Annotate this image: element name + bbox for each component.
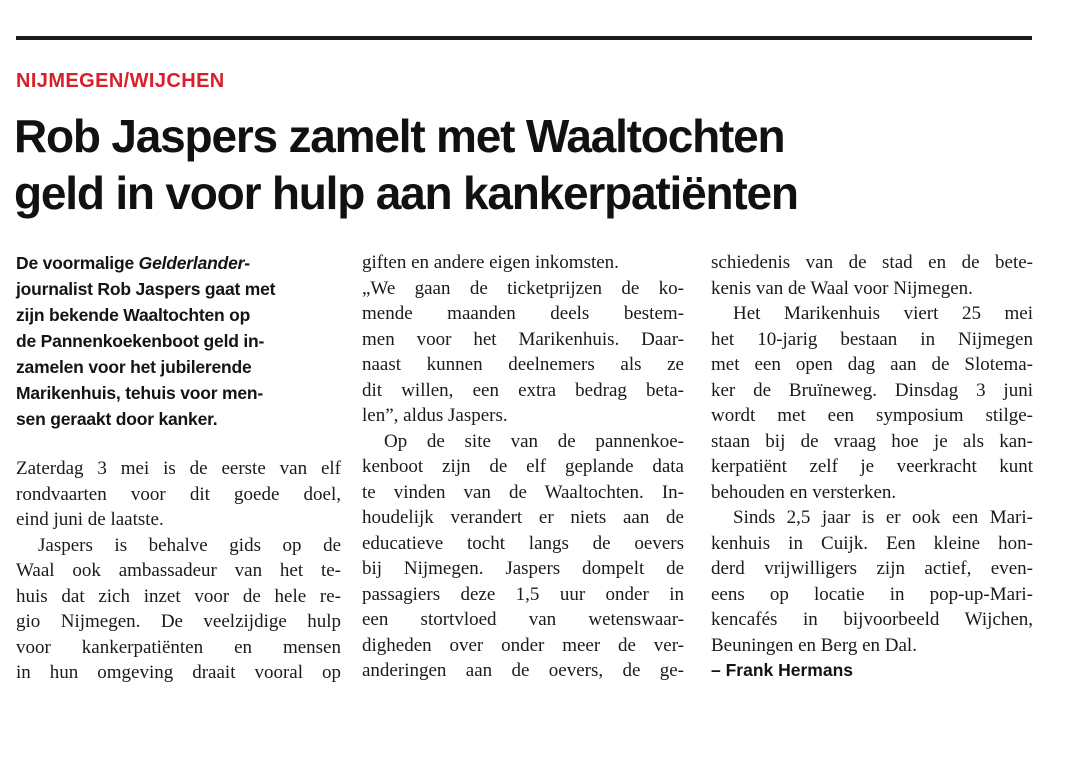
text-column-3 <box>711 250 1033 683</box>
body-line: Zaterdag 3 mei is de eerste van elf <box>16 458 341 479</box>
body-line: kenboot zijn de elf geplande data <box>362 456 684 477</box>
body-line: staan bij de vraag hoe je als kan- <box>711 430 1033 452</box>
body-line: wordt met een symposium stilge- <box>711 405 1033 426</box>
intro-line: Marikenhuis, tehuis voor men- <box>16 383 264 403</box>
top-rule <box>16 36 1032 40</box>
text-column-2 <box>362 250 684 684</box>
body-line: het 10-jarig bestaan in Nijmegen <box>711 328 1033 350</box>
body-line: voor kankerpatiënten en mensen <box>16 636 341 658</box>
article-headline <box>14 108 1054 222</box>
body-line: een stortvloed van wetenswaar- <box>362 609 684 630</box>
body-line: Het Marikenhuis viert 25 mei <box>733 303 1033 324</box>
body-line: men voor het Marikenhuis. Daar- <box>362 328 684 350</box>
body-line: in hun omgeving draait vooral op <box>16 662 341 683</box>
intro-line: zijn bekende Waaltochten op <box>16 305 251 325</box>
body-line: kencafés in bijvoorbeeld Wijchen, <box>711 609 1033 630</box>
body-line: Op de site van de pannenkoe- <box>384 430 684 452</box>
body-line: giften en andere eigen inkomsten. <box>362 252 619 273</box>
body-line: derd vrijwilligers zijn actief, even- <box>711 558 1033 579</box>
body-line: huis dat zich inzet voor de hele re- <box>16 585 341 607</box>
body-line: passagiers deze 1,5 uur onder in <box>362 583 684 605</box>
intro-line: journalist Rob Jaspers gaat met <box>16 279 276 299</box>
body-line: kenis van de Waal voor Nijmegen. <box>711 277 973 299</box>
headline-line: Rob Jaspers zamelt met Waaltochten <box>14 110 785 162</box>
body-line: educatieve tocht langs de oevers <box>362 532 684 554</box>
intro-line: sen geraakt door kanker. <box>16 409 218 429</box>
body-paragraph <box>711 301 1033 505</box>
body-paragraph <box>362 429 684 684</box>
body-paragraph <box>16 533 341 686</box>
body-line: Jaspers is behalve gids op de <box>38 534 341 556</box>
body-line: kerpatiënt zelf je veerkracht kunt <box>711 456 1033 477</box>
body-line: behouden en versterken. <box>711 481 897 503</box>
body-line: Waal ook ambassadeur van het te- <box>16 560 341 581</box>
intro-line: de Pannenkoekenboot geld in- <box>16 331 265 351</box>
text-column-1 <box>16 250 341 686</box>
body-line: eind juni de laatste. <box>16 509 164 530</box>
body-line: gio Nijmegen. De veelzijdige hulp <box>16 611 341 632</box>
body-line: Beuningen en Berg en Dal. <box>711 634 917 656</box>
body-line: naast kunnen deelnemers als ze <box>362 354 684 375</box>
body-line: mende maanden deels bestem- <box>362 303 684 324</box>
body-line: kenhuis in Cuijk. Een kleine hon- <box>711 532 1033 554</box>
body-paragraph <box>362 250 684 429</box>
body-line: rondvaarten voor dit goede doel, <box>16 483 341 505</box>
intro-line: zamelen voor het jubilerende <box>16 357 252 377</box>
intro-line: De voormalige Gelderlander- <box>16 253 250 273</box>
body-line: Sinds 2,5 jaar is er ook een Mari- <box>733 507 1033 528</box>
body-paragraph <box>711 505 1033 658</box>
body-line: met een open dag aan de Slotema- <box>711 354 1033 375</box>
intro-paragraph <box>16 250 341 432</box>
headline-line: geld in voor hulp aan kankerpatiënten <box>14 167 798 219</box>
body-line: houdelijk verandert er niets aan de <box>362 507 684 528</box>
body-paragraph <box>16 456 341 533</box>
article-byline: – Frank Hermans <box>711 660 854 680</box>
body-paragraph <box>711 250 1033 301</box>
body-line: len”, aldus Jaspers. <box>362 405 508 426</box>
body-line: bij Nijmegen. Jaspers dompelt de <box>362 558 684 579</box>
body-line: te vinden van de Waaltochten. In- <box>362 481 684 503</box>
body-line: eens op locatie in pop-up-Mari- <box>711 583 1033 605</box>
body-line: anderingen aan de oevers, de ge- <box>362 660 684 681</box>
section-kicker: NIJMEGEN/WIJCHEN <box>16 70 225 92</box>
body-line: dit willen, een extra bedrag beta- <box>362 379 684 401</box>
body-line: digheden over onder meer de ver- <box>362 634 684 656</box>
body-line: „We gaan de ticketprijzen de ko- <box>362 277 684 299</box>
body-line: ker de Bruïneweg. Dinsdag 3 juni <box>711 379 1033 401</box>
body-line: schiedenis van de stad en de bete- <box>711 252 1033 273</box>
